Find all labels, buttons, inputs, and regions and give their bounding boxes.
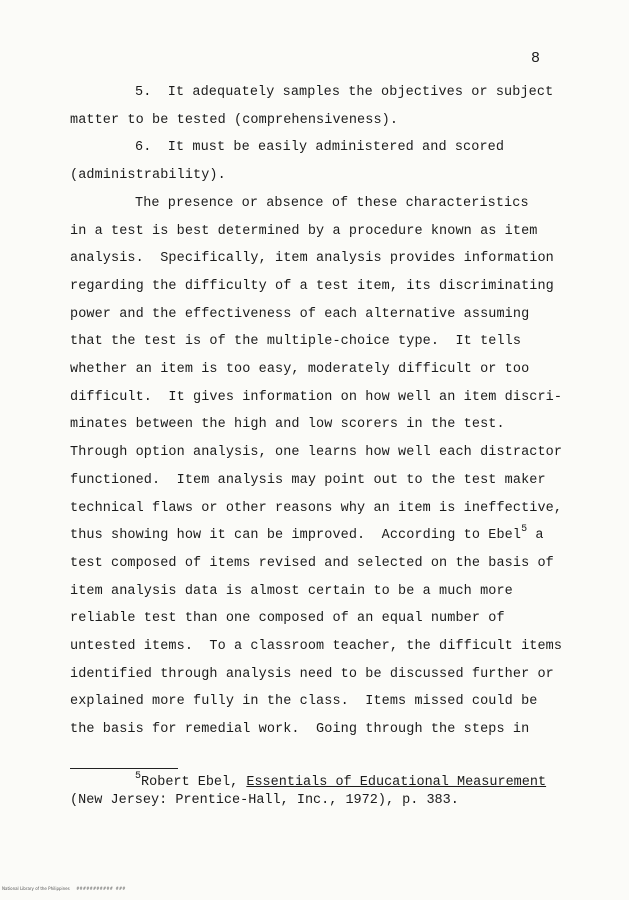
page-number: 8 — [531, 50, 541, 67]
body-line-text: item analysis data is almost certain to be a much more — [70, 583, 513, 599]
body-line-text: functioned. Item analysis may point out to the test maker — [70, 472, 546, 488]
body-line — [70, 694, 537, 709]
body-line-text: difficult. It gives information on how well an item discri- — [70, 389, 563, 405]
body-line — [135, 140, 504, 155]
body-line-text: (administrability). — [70, 168, 226, 184]
footnote-rule — [70, 768, 178, 769]
body-line-text: The presence or absence of these characteristics — [135, 195, 529, 211]
body-line — [135, 196, 529, 211]
body-line-text: matter to be tested (comprehensiveness). — [70, 112, 399, 128]
body-line — [70, 307, 529, 322]
body-line-text: power and the effectiveness of each alternative assuming — [70, 306, 530, 322]
body-line — [70, 334, 521, 349]
body-line-text: whether an item is too easy, moderately difficult or too — [70, 362, 530, 377]
body-line-text: thus showing how it can be improved. According to Ebel — [70, 528, 522, 544]
library-stamp: National Library of the Philippines ########### ### — [2, 886, 126, 891]
body-line-text: reliable test than one composed of an equal number of — [70, 611, 505, 627]
body-line-text: 5. It adequately samples the objectives or subject — [135, 85, 554, 100]
footnote-line-2: (New Jersey: Prentice-Hall, Inc., 1972), p. 383. — [70, 793, 459, 808]
body-line-text: explained more fully in the class. Items missed could be — [70, 694, 538, 710]
body-line-text: regarding the difficulty of a test item, its discriminating — [70, 278, 554, 294]
footnote-reference: 5 — [521, 524, 528, 536]
body-line — [70, 251, 554, 266]
body-line-text: that the test is of the multiple-choice type. It tells — [70, 334, 522, 350]
body-line-text: Through option analysis, one learns how well each distractor — [70, 445, 563, 461]
footnote-line-1 — [135, 771, 547, 790]
footnote-title: Essentials of Educational Measurement — [246, 775, 547, 790]
footnote-author: Robert Ebel, — [141, 775, 247, 790]
body-line-text: technical flaws or other reasons why an item is ineffective, — [70, 500, 563, 516]
body-line-text: in a test is best determined by a procedure known as item — [70, 223, 538, 239]
body-line — [70, 611, 505, 626]
body-line — [70, 445, 562, 460]
body-line-text: identified through analysis need to be discussed further or — [70, 666, 554, 682]
body-line — [70, 224, 537, 239]
body-line-tail: a — [527, 528, 544, 544]
body-line — [70, 556, 554, 571]
body-line — [70, 639, 562, 654]
body-line — [70, 524, 544, 544]
body-line — [70, 390, 562, 405]
body-line — [70, 584, 513, 599]
body-line — [70, 667, 554, 682]
body-line — [70, 417, 505, 432]
body-line — [70, 501, 562, 516]
body-line — [70, 168, 226, 183]
body-line — [70, 473, 546, 488]
body-line — [70, 362, 529, 377]
body-line — [70, 722, 529, 737]
body-line-text: 6. It must be easily administered and scored — [135, 140, 505, 156]
body-line-text: minates between the high and low scorers in the test. — [70, 417, 505, 433]
body-line-text: the basis for remedial work. Going through the steps in — [70, 722, 530, 738]
body-line-text: analysis. Specifically, item analysis provides information — [70, 251, 554, 267]
body-line — [70, 279, 554, 294]
body-line — [70, 113, 398, 128]
body-line-text: test composed of items revised and selected on the basis of — [70, 555, 554, 571]
footnote-marker: 5 — [135, 771, 142, 782]
body-line-text: untested items. To a classroom teacher, the difficult items — [70, 639, 563, 654]
body-line — [135, 85, 553, 100]
